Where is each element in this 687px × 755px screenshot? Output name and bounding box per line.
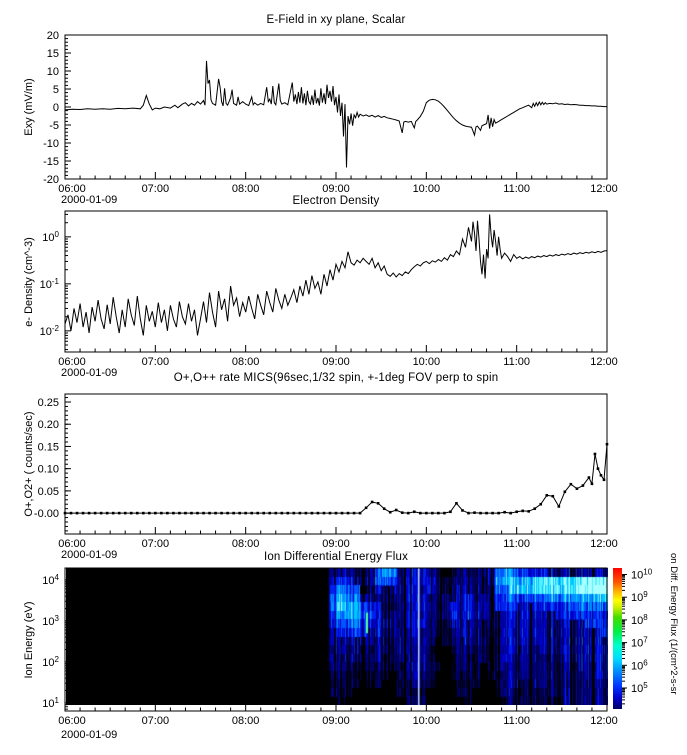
x-tick-label: 08:00 bbox=[231, 356, 260, 368]
data-marker bbox=[455, 502, 458, 505]
panel-3-title: O+,O++ rate MICS(96sec,1/32 spin, +-1deg FOV perp to spin bbox=[173, 372, 499, 384]
x-tick-label: 11:00 bbox=[503, 183, 531, 195]
data-marker bbox=[317, 512, 320, 515]
data-marker bbox=[491, 512, 494, 515]
data-marker bbox=[419, 512, 422, 515]
data-marker bbox=[142, 512, 145, 515]
x-tick-label: 11:00 bbox=[503, 356, 531, 368]
panel-2-frame bbox=[65, 211, 607, 352]
y-tick-label: 20 bbox=[46, 30, 59, 42]
x-tick-label: 10:00 bbox=[412, 183, 441, 195]
data-marker bbox=[178, 512, 181, 515]
data-marker bbox=[293, 512, 296, 515]
data-marker bbox=[88, 512, 91, 515]
data-marker bbox=[564, 490, 567, 493]
data-marker bbox=[136, 512, 139, 515]
x-tick-label: 12:00 bbox=[590, 715, 618, 727]
data-marker bbox=[413, 510, 416, 513]
data-marker bbox=[160, 512, 163, 515]
panel-4-title: Ion Differential Energy Flux bbox=[263, 551, 409, 563]
data-marker bbox=[220, 512, 223, 515]
panel-1-frame bbox=[65, 35, 607, 179]
date-label-2: 2000-01-09 bbox=[61, 367, 118, 379]
data-marker bbox=[389, 511, 392, 514]
data-marker bbox=[497, 512, 500, 515]
colorbar-title: on Diff. Energy Flux (1/(cm^2-s-sr bbox=[668, 553, 679, 695]
data-marker bbox=[552, 495, 555, 498]
data-marker bbox=[118, 512, 121, 515]
x-tick-label: 06:00 bbox=[58, 183, 86, 195]
x-tick-label: 08:00 bbox=[231, 183, 260, 195]
data-marker bbox=[371, 501, 374, 504]
panel-4-frame bbox=[65, 568, 607, 711]
x-tick-label: 08:00 bbox=[231, 715, 260, 727]
x-tick-label: 06:00 bbox=[58, 538, 86, 550]
x-tick-label: 09:00 bbox=[322, 183, 350, 195]
data-marker bbox=[130, 512, 133, 515]
y-tick-label: $10^2$ bbox=[42, 654, 59, 669]
data-marker bbox=[305, 512, 308, 515]
panel-2-title: Electron Density bbox=[292, 195, 380, 207]
data-marker bbox=[527, 510, 530, 513]
data-marker bbox=[82, 512, 85, 515]
y-tick-label: -20 bbox=[43, 174, 59, 186]
data-marker bbox=[597, 467, 600, 470]
data-marker bbox=[268, 512, 271, 515]
data-marker bbox=[281, 512, 284, 515]
data-marker bbox=[166, 512, 169, 515]
data-marker bbox=[545, 494, 548, 497]
date-label-4: 2000-01-09 bbox=[61, 729, 118, 741]
data-marker bbox=[347, 512, 350, 515]
data-marker bbox=[395, 509, 398, 512]
data-marker bbox=[353, 512, 356, 515]
data-marker bbox=[509, 512, 512, 515]
y-tick-label: 0.10 bbox=[37, 463, 59, 476]
data-marker bbox=[606, 443, 609, 446]
data-marker bbox=[570, 483, 573, 486]
y-tick-label: 5 bbox=[52, 84, 59, 96]
data-marker bbox=[214, 512, 217, 515]
data-marker bbox=[539, 503, 542, 506]
y-tick-label: -15 bbox=[43, 156, 59, 168]
data-marker bbox=[287, 512, 290, 515]
panel-1-title: E-Field in xy plane, Scalar bbox=[266, 14, 406, 26]
data-marker bbox=[582, 484, 585, 487]
y-tick-label: $10^3$ bbox=[42, 613, 59, 628]
x-tick-label: 10:00 bbox=[412, 538, 441, 550]
colorbar-tick-label: $10^8$ bbox=[631, 612, 648, 627]
series-line-panel-1 bbox=[65, 61, 607, 168]
data-marker bbox=[244, 512, 247, 515]
x-tick-label: 07:00 bbox=[141, 715, 170, 727]
data-marker bbox=[407, 512, 410, 515]
colorbar-bar bbox=[613, 568, 622, 709]
date-label-3: 2000-01-09 bbox=[61, 549, 118, 561]
data-marker bbox=[148, 512, 151, 515]
data-marker bbox=[94, 512, 97, 515]
data-marker bbox=[503, 511, 506, 514]
series-line-panel-2 bbox=[65, 214, 607, 335]
data-marker bbox=[558, 505, 561, 508]
x-tick-label: 12:00 bbox=[590, 538, 618, 550]
y-tick-label: $10^{-1}$ bbox=[39, 276, 59, 291]
data-marker bbox=[202, 512, 205, 515]
data-marker bbox=[154, 512, 157, 515]
data-marker bbox=[208, 512, 211, 515]
x-tick-label: 10:00 bbox=[412, 715, 441, 727]
panel-3-ylabel: O+,O2+ ( counts/sec) bbox=[23, 411, 35, 517]
x-tick-label: 08:00 bbox=[231, 538, 260, 550]
data-marker bbox=[100, 512, 103, 515]
panel-3 bbox=[34, 394, 618, 550]
data-marker bbox=[323, 512, 326, 515]
data-marker bbox=[431, 512, 434, 515]
data-marker bbox=[591, 482, 594, 485]
x-tick-label: 11:00 bbox=[503, 715, 531, 727]
data-marker bbox=[172, 512, 175, 515]
y-tick-label: 0.20 bbox=[37, 419, 59, 432]
colorbar bbox=[613, 568, 653, 710]
data-marker bbox=[106, 512, 109, 515]
data-marker bbox=[335, 512, 338, 515]
y-tick-label: 0 bbox=[52, 102, 59, 114]
y-tick-label: 0.25 bbox=[37, 397, 59, 409]
data-marker bbox=[238, 512, 241, 515]
panel-1-ylabel: Exy (mV/m) bbox=[23, 78, 35, 136]
data-marker bbox=[70, 512, 73, 515]
data-marker bbox=[184, 512, 187, 515]
colorbar-tick-label: $10^5$ bbox=[631, 681, 648, 695]
x-tick-label: 12:00 bbox=[590, 356, 618, 368]
data-marker bbox=[112, 512, 115, 515]
y-tick-label: $10^4$ bbox=[42, 572, 59, 587]
data-marker bbox=[232, 512, 235, 515]
data-marker bbox=[485, 512, 488, 515]
data-marker bbox=[299, 512, 302, 515]
y-tick-label: -0.00 bbox=[33, 508, 59, 521]
data-marker bbox=[443, 512, 446, 515]
x-tick-label: 09:00 bbox=[322, 356, 350, 368]
panel-1 bbox=[43, 30, 618, 195]
data-marker bbox=[401, 511, 404, 514]
data-marker bbox=[365, 506, 368, 509]
data-marker bbox=[437, 512, 440, 515]
y-tick-label: -10 bbox=[43, 138, 59, 150]
data-marker bbox=[262, 512, 265, 515]
data-marker bbox=[603, 478, 606, 481]
y-tick-label: $10^0$ bbox=[42, 229, 59, 244]
data-marker bbox=[76, 512, 79, 515]
x-tick-label: 10:00 bbox=[412, 356, 441, 368]
x-tick-label: 12:00 bbox=[590, 183, 618, 195]
colorbar-tick-label: $10^9$ bbox=[631, 590, 648, 605]
data-marker bbox=[425, 512, 428, 515]
x-tick-label: 06:00 bbox=[58, 715, 86, 727]
y-tick-label: -5 bbox=[49, 120, 59, 132]
panel-4 bbox=[42, 568, 617, 727]
data-marker bbox=[196, 512, 199, 515]
x-tick-label: 07:00 bbox=[141, 538, 170, 550]
y-tick-label: 0.15 bbox=[37, 441, 59, 454]
data-marker bbox=[383, 507, 386, 510]
data-marker bbox=[64, 512, 67, 515]
data-marker bbox=[479, 512, 482, 515]
series-line-panel-3 bbox=[65, 444, 607, 513]
data-marker bbox=[467, 512, 470, 515]
x-tick-label: 11:00 bbox=[503, 538, 531, 550]
y-tick-label: 10 bbox=[46, 66, 59, 78]
panel-2 bbox=[40, 211, 618, 368]
panel-4-ylabel: Ion Energy (eV) bbox=[23, 601, 35, 679]
data-marker bbox=[250, 512, 253, 515]
data-marker bbox=[473, 511, 476, 514]
date-label-1: 2000-01-09 bbox=[61, 194, 118, 206]
data-marker bbox=[341, 512, 344, 515]
data-marker bbox=[461, 509, 464, 512]
colorbar-tick-label: $10^6$ bbox=[631, 658, 648, 673]
data-marker bbox=[588, 476, 591, 479]
x-tick-label: 06:00 bbox=[58, 356, 86, 368]
y-tick-label: $10^1$ bbox=[42, 695, 59, 710]
data-marker bbox=[377, 502, 380, 505]
data-marker bbox=[515, 510, 518, 513]
x-tick-label: 09:00 bbox=[322, 715, 350, 727]
data-marker bbox=[594, 453, 597, 456]
data-marker bbox=[274, 512, 277, 515]
data-marker bbox=[329, 512, 332, 515]
colorbar-tick-label: $10^{10}$ bbox=[631, 567, 653, 582]
colorbar-tick-label: $10^7$ bbox=[631, 635, 648, 650]
panel-2-ylabel: e- Density (cm^-3) bbox=[23, 237, 35, 327]
data-marker bbox=[226, 512, 229, 515]
data-marker bbox=[449, 510, 452, 513]
y-tick-label: 15 bbox=[46, 48, 59, 60]
data-marker bbox=[600, 474, 603, 477]
data-marker bbox=[521, 510, 524, 513]
x-tick-label: 09:00 bbox=[322, 538, 350, 550]
data-marker bbox=[124, 512, 127, 515]
data-marker bbox=[533, 507, 536, 510]
y-tick-label: 0.05 bbox=[37, 485, 59, 498]
data-marker bbox=[256, 512, 259, 515]
x-tick-label: 07:00 bbox=[141, 356, 170, 368]
data-marker bbox=[190, 512, 193, 515]
y-tick-label: $10^{-2}$ bbox=[39, 323, 59, 338]
x-tick-label: 07:00 bbox=[141, 183, 170, 195]
data-marker bbox=[311, 512, 314, 515]
data-marker bbox=[576, 487, 579, 490]
data-marker bbox=[359, 512, 362, 515]
